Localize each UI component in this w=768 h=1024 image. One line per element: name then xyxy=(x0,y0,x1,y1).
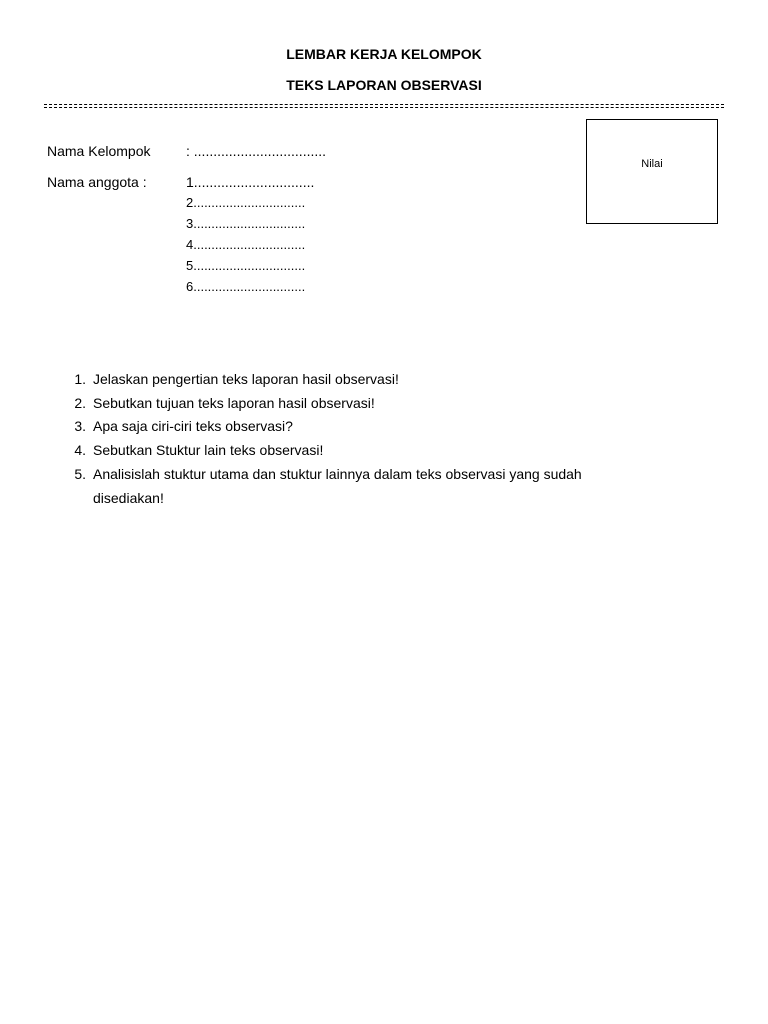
question-text: Apa saja ciri-ciri teks observasi? xyxy=(93,418,293,434)
question-number: 2. xyxy=(74,395,86,411)
question-text: Jelaskan pengertian teks laporan hasil observasi! xyxy=(93,371,399,387)
member-field-6[interactable]: 6............................... xyxy=(186,279,306,294)
score-label: Nilai xyxy=(641,158,663,170)
page-subtitle: TEKS LAPORAN OBSERVASI xyxy=(286,77,482,93)
group-name-field[interactable]: : .................................. xyxy=(186,143,327,159)
member-field-1[interactable]: 1............................... xyxy=(186,174,315,190)
group-name-label: Nama Kelompok xyxy=(47,143,151,159)
question-text: Sebutkan Stuktur lain teks observasi! xyxy=(93,442,324,458)
question-number: 3. xyxy=(74,418,86,434)
question-number: 4. xyxy=(74,442,86,458)
question-text: Analisislah stuktur utama dan stuktur lainnya dalam teks observasi yang sudah xyxy=(93,466,582,482)
question-text: Sebutkan tujuan teks laporan hasil observasi! xyxy=(93,395,375,411)
dashed-divider xyxy=(44,104,724,108)
member-field-4[interactable]: 4............................... xyxy=(186,237,306,252)
member-field-2[interactable]: 2............................... xyxy=(186,195,306,210)
score-box[interactable] xyxy=(586,119,718,224)
page-title: LEMBAR KERJA KELOMPOK xyxy=(286,46,482,62)
member-field-5[interactable]: 5............................... xyxy=(186,258,306,273)
member-field-3[interactable]: 3............................... xyxy=(186,216,306,231)
members-label: Nama anggota : xyxy=(47,174,147,190)
question-text-continued: disediakan! xyxy=(93,490,164,506)
question-number: 5. xyxy=(74,466,86,482)
question-number: 1. xyxy=(74,371,86,387)
